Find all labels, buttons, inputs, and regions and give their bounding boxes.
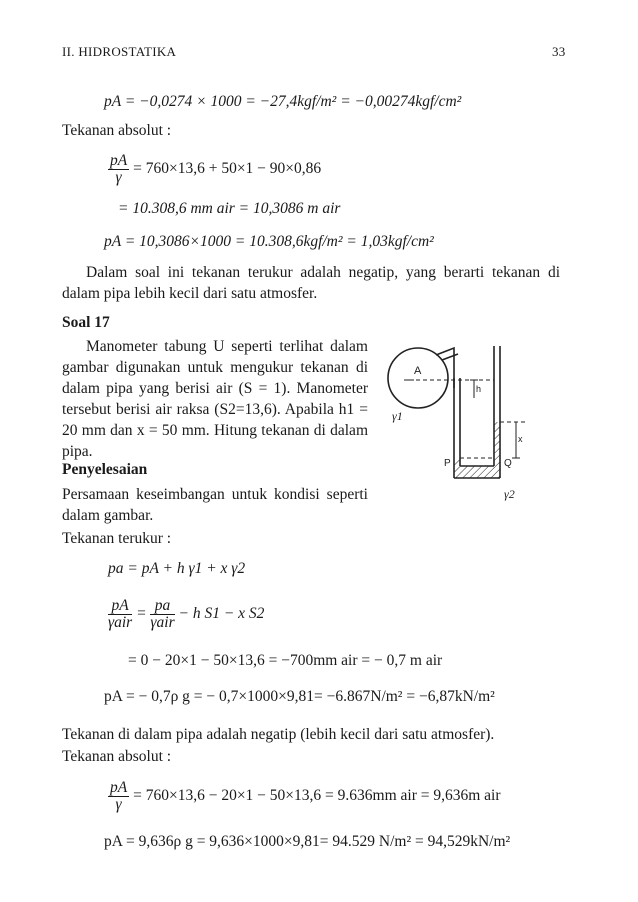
equilibrium-statement: Persamaan keseimbangan untuk kondisi seperti dalam gambar. (62, 486, 368, 524)
fraction-pa-gamma: $\frac{pA}{\gamma}$ (110, 152, 128, 186)
problem-title: Soal 17 (62, 314, 110, 331)
equation-pa-absolute: pA = 10,3086×1000 = 10.308,6kgf/m² = 1,03kgf/cm² (104, 233, 434, 250)
label-q: Q (504, 458, 512, 469)
equation-absolute-result: = 10.308,6 mm air = 10,3086 m air (118, 200, 341, 217)
fraction-pa-gamma-air: $\frac{pA}{\text{γair}}$ (108, 597, 133, 631)
equation-absolute-rhs: = 760×13,6 + 50×1 − 90×0,86 (133, 160, 322, 178)
connecting-tube-outer (436, 348, 454, 388)
equation-normalized: $\frac{pA}{\text{γair}}$ = $\frac{pa}{\text{γair}}$ − h S1 − x S2 (108, 597, 265, 631)
label-h: h (476, 384, 482, 394)
fraction-pa-small-gamma-air: $\frac{pa}{\text{γair}}$ (150, 597, 175, 631)
connecting-tube-inner (442, 354, 458, 360)
equation-absolute-fraction-2: $\frac{pA}{\gamma}$ = 760×13,6 − 20×1 − 50×13,6 = 9.636mm air = 9,636m air (110, 779, 501, 813)
page-number: 33 (552, 44, 566, 59)
problem-statement: Manometer tabung U seperti terlihat dalam gambar digunakan untuk mengukur tekanan di dalam pipa yang berisi air (S = 1). Manometer tersebut berisi air raksa (S2=13,6). Apabila h1 = 20 mm dan x = 50 mm. Hitung tekanan di dalam pipa. (62, 338, 368, 460)
paragraph-negative-pressure: Dalam soal ini tekanan terukur adalah negatip, yang berarti tekanan di dalam pipa lebih kecil dari satu atmosfer. (62, 264, 560, 302)
tekanan-absolut-label-1: Tekanan absolut : (62, 122, 172, 139)
gauge-pressure-label: Tekanan terukur : (62, 530, 172, 547)
tekanan-absolut-label-2: Tekanan absolut : (62, 748, 172, 765)
fraction-pa-gamma-2: $\frac{pA}{\gamma}$ (110, 779, 128, 813)
mercury-right (494, 422, 500, 478)
negative-pressure-statement: Tekanan di dalam pipa adalah negatip (lebih kecil dari satu atmosfer). (62, 726, 495, 743)
label-a: A (414, 365, 422, 377)
label-gamma-1: γ1 (392, 409, 403, 423)
mercury-bottom (460, 466, 494, 478)
label-p: P (444, 458, 451, 469)
pipe-circle (388, 348, 448, 408)
mercury-left (454, 458, 460, 478)
equation-pa-gauge-final: pA = − 0,7ρ g = − 0,7×1000×9,81= −6.867N/m² = −6,87kN/m² (104, 688, 495, 705)
equation-pa-gauge: pA = −0,0274 × 1000 = −27,4kgf/m² = −0,00274kgf/cm² (104, 93, 462, 110)
label-x: x (518, 434, 523, 444)
equation-gauge-result: = 0 − 20×1 − 50×13,6 = −700mm air = − 0,7 m air (128, 652, 443, 669)
equation-pa-absolute-final: pA = 9,636ρ g = 9,636×1000×9,81= 94.529 N/m² = 94,529kN/m² (104, 833, 511, 850)
label-gamma-2: γ2 (504, 487, 515, 501)
manometer-figure (376, 338, 546, 513)
chapter-header: II. HIDROSTATIKA (62, 44, 177, 59)
solution-heading: Penyelesaian (62, 461, 148, 478)
equation-absolute-fraction (108, 153, 321, 186)
equation-balance: pa = pA + h γ1 + x γ2 (108, 560, 246, 577)
